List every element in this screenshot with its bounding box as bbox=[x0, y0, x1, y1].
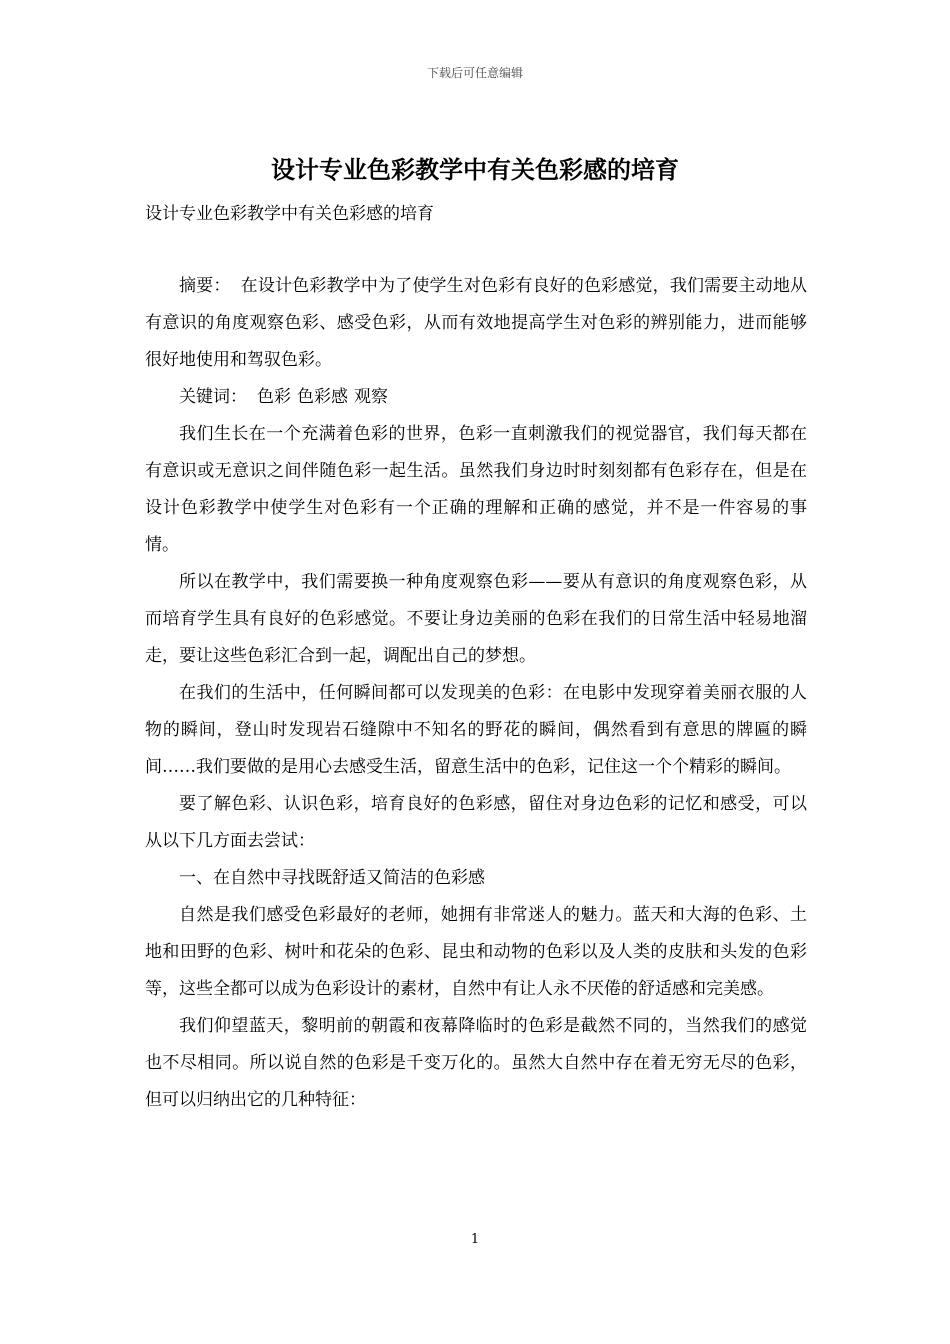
abstract-text: 在设计色彩教学中为了使学生对色彩有良好的色彩感觉，我们需要主动地从有意识的角度观察色彩、感受色彩，从而有效地提高学生对色彩的辨别能力，进而能够很好地使用和驾驭色彩。 bbox=[145, 276, 807, 370]
body-paragraph: 在我们的生活中，任何瞬间都可以发现美的色彩：在电影中发现穿着美丽衣服的人物的瞬间，登山时发现岩石缝隙中不知名的野花的瞬间，偶然看到有意思的牌匾的瞬间……我们要做的是用心去感受生活，留意生活中的色彩，记住这一个个精彩的瞬间。 bbox=[145, 683, 807, 777]
keywords-paragraph bbox=[145, 379, 807, 416]
body-paragraph: 我们生长在一个充满着色彩的世界，色彩一直刺激我们的视觉器官，我们每天都在有意识或无意识之间伴随色彩一起生活。虽然我们身边时时刻刻都有色彩存在，但是在设计色彩教学中使学生对色彩有一个正确的理解和正确的感觉，并不是一件容易的事情。 bbox=[145, 424, 807, 555]
document-subtitle: 设计专业色彩教学中有关色彩感的培育 bbox=[145, 204, 434, 224]
body-paragraph: 自然是我们感受色彩最好的老师，她拥有非常迷人的魅力。蓝天和大海的色彩、土地和田野的色彩、树叶和花朵的色彩、昆虫和动物的色彩以及人类的皮肤和头发的色彩等，这些全都可以成为色彩设计的素材，自然中有让人永不厌倦的舒适感和完美感。 bbox=[145, 905, 807, 999]
body-paragraph: 要了解色彩、认识色彩，培育良好的色彩感，留住对身边色彩的记忆和感受，可以从以下几方面去尝试： bbox=[145, 794, 807, 851]
keyword: 色彩感 bbox=[297, 387, 348, 407]
keywords-label: 关键词： bbox=[179, 387, 247, 407]
header-note: 下载后可任意编辑 bbox=[426, 66, 523, 80]
document-body bbox=[145, 268, 807, 1119]
abstract-paragraph bbox=[145, 268, 807, 379]
body-paragraph: 所以在教学中，我们需要换一种角度观察色彩——要从有意识的角度观察色彩，从而培育学生具有良好的色彩感觉。不要让身边美丽的色彩在我们的日常生活中轻易地溜走，要让这些色彩汇合到一起，调配出自己的梦想。 bbox=[145, 572, 807, 666]
body-paragraph: 我们仰望蓝天，黎明前的朝霞和夜幕降临时的色彩是截然不同的，当然我们的感觉也不尽相同。所以说自然的色彩是千变万化的。虽然大自然中存在着无穷无尽的色彩，但可以归纳出它的几种特征： bbox=[145, 1016, 807, 1110]
document-title: 设计专业色彩教学中有关色彩感的培育 bbox=[271, 155, 679, 184]
section-heading: 一、在自然中寻找既舒适又简洁的色彩感 bbox=[179, 868, 485, 888]
keyword: 色彩 bbox=[257, 387, 291, 407]
keyword: 观察 bbox=[354, 387, 388, 407]
abstract-label: 摘要： bbox=[179, 276, 231, 296]
page-number: 1 bbox=[470, 1232, 480, 1247]
